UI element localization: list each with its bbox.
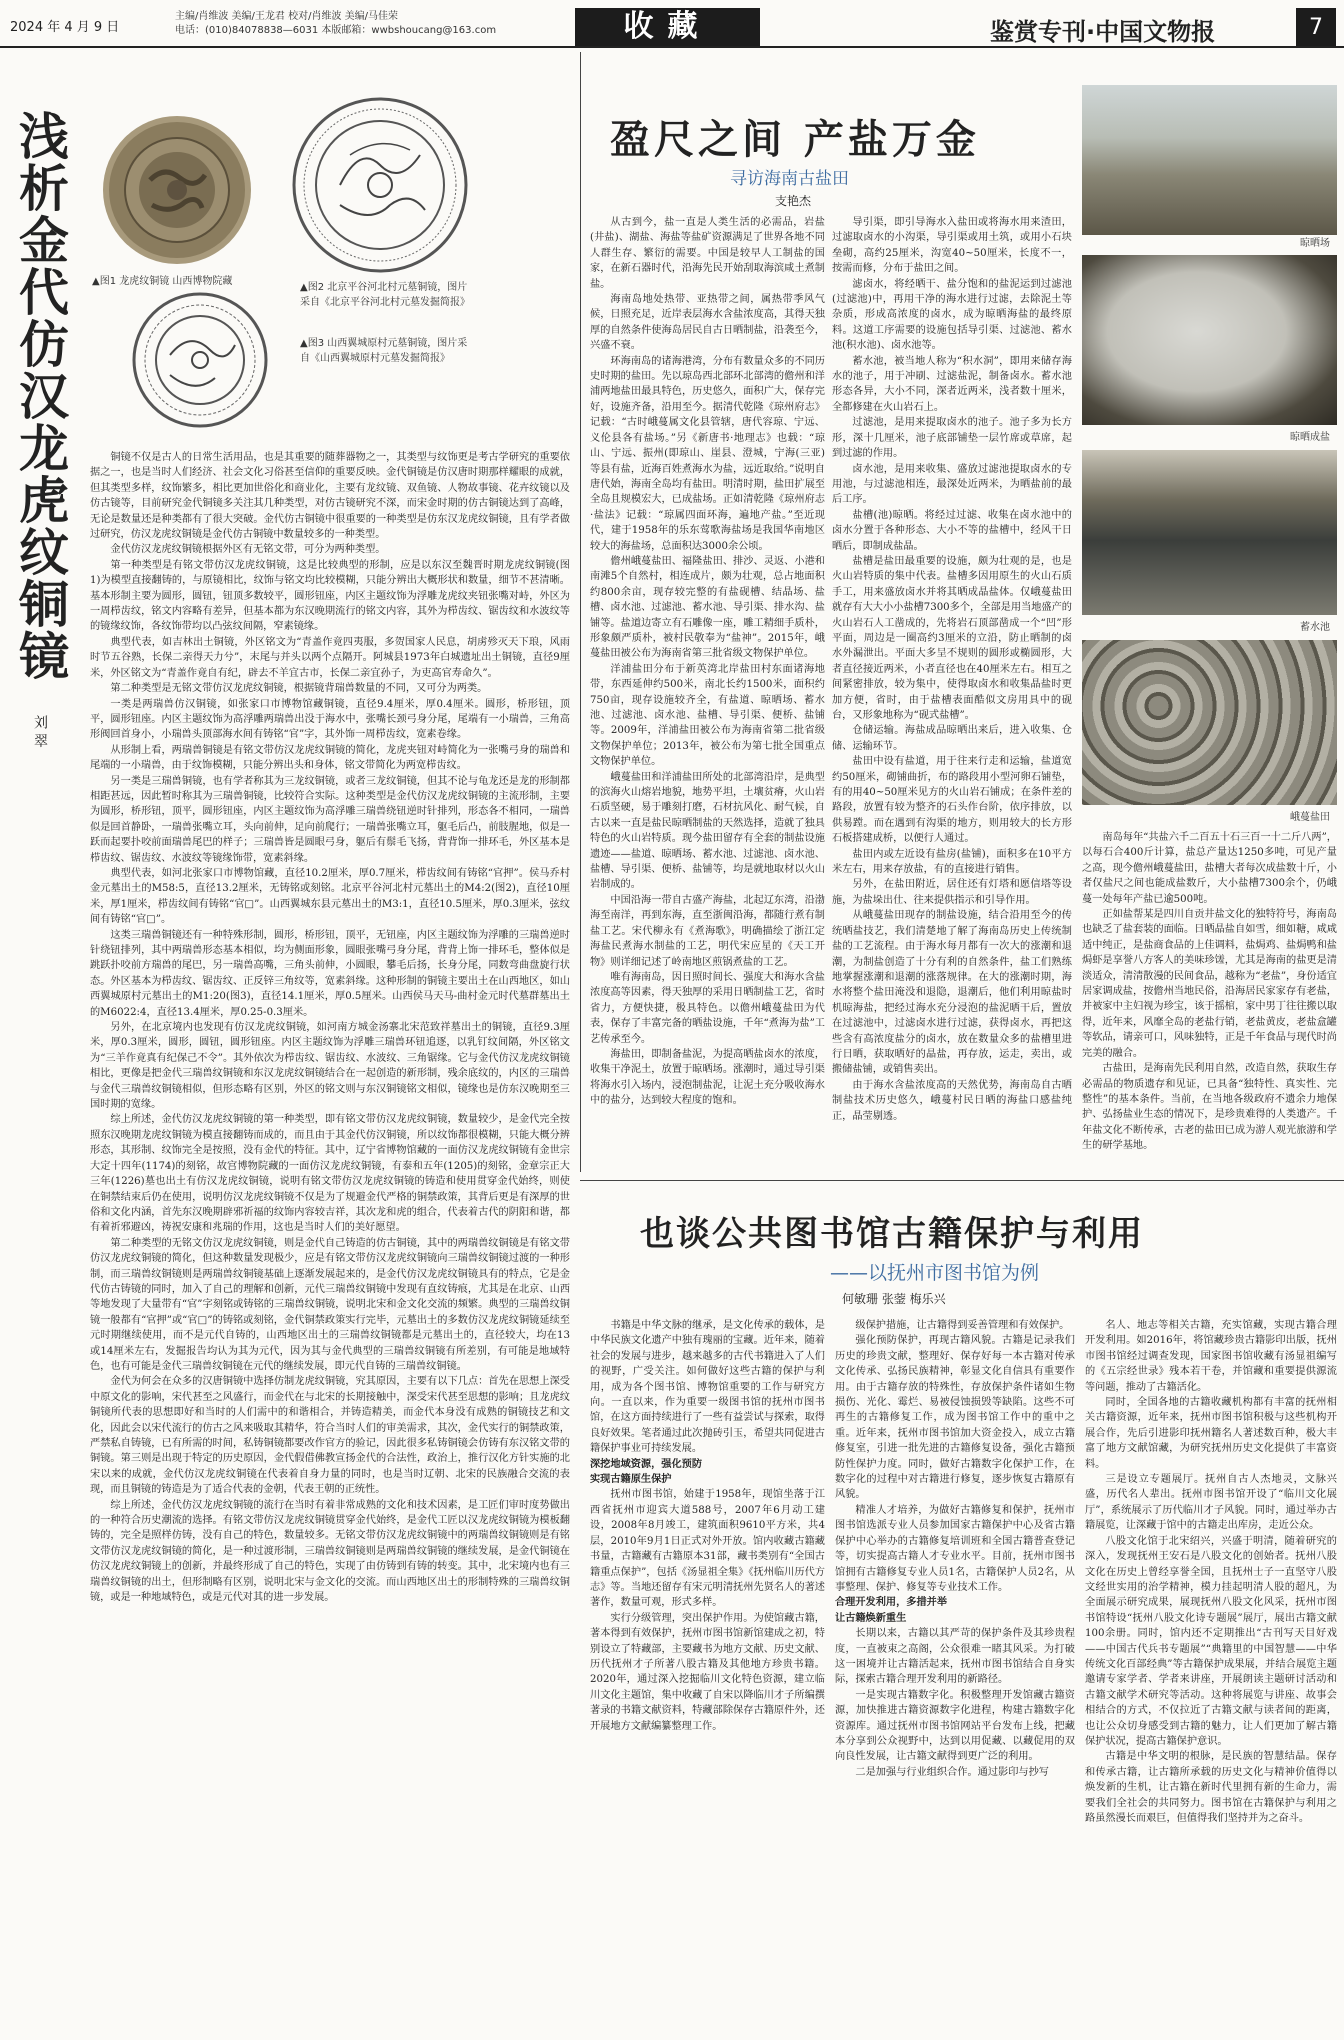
article3-author: 何敏珊 张蓥 梅乐兴 [842, 1292, 946, 1306]
issue-date: 2024 年 4 月 9 日 [10, 20, 120, 35]
article2-col1: 从古到今，盐一直是人类生活的必需品，岩盐(井盐)、湖盐、海盐等盐矿资源满足了世界各地不同人群生存、繁衍的需要。中国是较早人工制盐的国家，在新石器时代，沿海先民开始刮取海滨咸土煮制盐。 海南岛地处热带、亚热带之间，属热带季风气候，日照充足，近岸表层海水含盐浓度高，其得天独厚的自然条件使海岛居民自古日晒制盐，沿袭至今，兴盛不衰。 环海南岛的诸海港湾，分布有数量众多的不同历史时期的盐田。先以琼岛西北部环北部湾的儋州和洋浦两地盐田最具特色，历史悠久，面积广大，保存完好，设施齐备，沿用至今。据清代乾隆《琼州府志》记载：“古时峨蔓属文化县管辖，唐代容琼、宁远、义伦县各有盐场。”另《新唐书·地理志》也载：“琼山、宁远、振州(即琼山、崖县、澄城，宁海(三亚)等县有盐，近海百姓煮海水为盐，远近取给。”说明自唐代始，海南全岛均有盐田。明清时期，盐田扩展至全岛且规模宏大，已成盐场。正如清乾隆《琼州府志·盐法》记载：“琼属四面环海，遍地产盐。”至近现代，建于1958年的乐东莺歌海盐场是我国华南地区较大的海盐场，总面积达3000余公顷。 儋州峨蔓盐田、福隆盐田、排沙、灵返、小港和南滩5个自然村，相连成片，颇为壮观，总占地面积约800余亩，现存较完整的有盐砚槽、结晶场、盐槽、卤水池、过滤池、蓄水池、导引渠、排水沟、盐铺等。盐道边寄立有石雕像一座，雕工精细手质朴，形象颇严质朴，被村民敬奉为“盐神”。2015年，峨蔓盐田被公布为海南省第三批省级文物保护单位。 洋浦盐田分布于新英湾北岸盐田村东面诸海地带，东西延伸约500米，南北长约1500米，面积约750亩，现存设施较齐全，有盐道、晾晒场、蓄水池、过滤池、卤水池、盐槽、导引渠、便桥、盐铺等。2009年，洋浦盐田被公布为海南省第二批省级文物保护单位；2013年，被公布为第七批全国重点文物保护单位。 峨蔓盐田和洋浦盐田所处的北部湾沿岸，是典型的滨海火山熔岩地貌，地势平坦，土壤贫瘠，火山岩石质坚硬，易于雕刻打磨，石材抗风化、耐气候，自古以来一直是盐民晾晒制盐的天然选择，造就了独具特色的火山岩特质。现今盐田留存有全套的制盐设施遗迹——盐道、晾晒场、蓄水池、过滤池、卤水池、盐槽、导引渠、便桥、盐铺等，均是就地取材以火山岩制成的。 中国沿海一带自古盛产海盐，北起辽东湾，沿渤海至南洋，再到东海，直至浙闽沿海，都随行煮有制盐工艺。宋代柳永有《煮海歌》，明确描绘了浙江定海盐民煮海水制盐的工艺，明代宋应星的《天工开物》则详细记述了岭南地区煎锅煮盐的工艺。 唯有海南岛，因日照时间长、强度大和海水含盐浓度高等因素，得天独厚的采用日晒制盐工艺，省时省力，方便快捷，极具特色。以儋州峨蔓盐田为代表，保存了丰富完备的晒盐设施，千年“煮海为盐”工艺传承至今。 海盐田，即制备盐泥，为提高晒盐卤水的浓度，收集干净泥土，放置于晾晒场。涨潮时，通过导引渠将海水引入场内，浸泡制盐泥，让泥土充分吸收海水中的盐分，达到较大程度的饱和。 [590, 217, 825, 1107]
photo-label: 晾晒成盐 [1290, 432, 1330, 443]
salt-field-photo-icon [1082, 85, 1337, 235]
fig2-caption: ▲图2 北京平谷河北村元墓铜镜，图片采自《北京平谷河北村元墓发掘简报》 [300, 282, 470, 308]
mirror-rubbing-icon [290, 95, 470, 275]
section-title: 收藏 [575, 8, 760, 46]
header-rule [0, 46, 1344, 48]
article3-col2: 级保护措施，让古籍得到妥善管理和有效保护。 强化预防保护，再现古籍风貌。古籍是记录我们历史的珍贵文献，整理好、保存好每一本古籍对传承文化传承、弘扬民族精神，彰显文化自信具有重要作用。由于古籍存放的特殊性，存放保护条件诸如生物损伤、光化、霉烂、易被侵蚀损毁等缺陷。这些不可再生的古籍修复工作，成为图书馆工作中的重中之重。近年来，抚州市图书馆加大资金投入，成立古籍修复室，引进一批先进的古籍修复设备，强化古籍预防性保护力度。同时，做好古籍数字化保护工作，在数字化的过程中对古籍进行修复，逐步恢复古籍原有风貌。 精准人才培养，为做好古籍修复和保护，抚州市图书馆选派专业人员参加国家古籍保护中心及省古籍保护中心举办的古籍修复培训班和全国古籍普查登记等，切实提高古籍人才专业水平。目前，抚州市图书馆拥有古籍修复专业人员1名，古籍保护人员2名，从事整理、保护、修复等专业技术工作。 合理开发利用，多措并举 让古籍焕新重生 长期以来，古籍以其严苛的保护条件及其珍贵程度，一直被束之高阁，公众很难一睹其风采。为打破这一困境并让古籍活起来，抚州市图书馆结合自身实际，探索古籍合理开发利用的新路径。 一是实现古籍数字化。积极整理开发馆藏古籍资源，加快推进古籍资源数字化进程，构建古籍数字化资源库。通过抚州市图书馆网站平台发布上线，把藏本分享到公众视野中，达到以用促藏、以藏促用的双向良性发展，让古籍文献得到更广泛的利用。 二是加强与行业组织合作。通过影印与抄写 [835, 1320, 1075, 1778]
divider [580, 52, 581, 1172]
divider [580, 1180, 1344, 1181]
article3-col1: 书籍是中华文脉的继承，是文化传承的载体，是中华民族文化遗产中独有瑰丽的宝藏。近年来，随着社会的发展与进步，越来越多的古代书籍进入了人们的视野，广受关注。如何做好这些古籍的保护与利用，成为各个图书馆、博物馆重要的工作与研究方向。一直以来，作为重要一级图书馆的抚州市图书馆，在这方面持续进行了一些有益尝试与探索，取得良好效果。笔者通过此次抛砖引玉，希望共同促进古籍保护事业可持续发展。 深挖地域资源，强化预防 实现古籍原生保护 抚州市图书馆，始建于1958年，现馆坐落于江西省抚州市迎宾大道588号，2007年6月动工建设，2008年8月竣工，建筑面积9610平方米，共4层，2010年9月1日正式对外开放。馆内收藏古籍藏书量，古籍藏有古籍原本31部，藏书类别有“全国古籍重点保护”，包括《汤显祖全集》《抚州临川历代方志》等。当地还留存有宋元明清抚州先贤名人的著述著作，数量可观，形式多样。 实行分级管理，突出保护作用。为使馆藏古籍，著本得到有效保护，抚州市图书馆新馆建成之初，特别设立了特藏部，主要藏书为地方文献、历史文献、历代抚州才子所著八股古籍及其他地方珍贵书籍。2020年，通过深入挖掘临川文化特色资源，建立临川文化主题馆，集中收藏了自宋以降临川才子所编撰著录的书籍文献资料，特藏部除保存古籍原件外，还开展地方文献编纂整理工作。 [590, 1320, 825, 1732]
editor-credits: 主编/肖维波 美编/王龙君 校对/肖维波 美编/马佳荣 电话：(010)84078838—6031 本版邮箱：wwbshoucang@163.com [175, 11, 497, 36]
article2-author: 支艳杰 [775, 194, 812, 208]
mirror-illustration-icon [90, 110, 265, 270]
article2-col3: 南岛每年“共盐六千二百五十石三百一十二斤八两”，以每石合400斤计算，盐总产量达1250多吨，可见产量之高，现今儋州峨蔓盐田，盐槽大者每次成盐数十斤，小者仅盐尺之间也能成盐数斤，大小盐槽7300余个，仍峨蔓一处每年产盐已逾500吨。 正如盐帮某是四川自贡井盐文化的独特符号，海南岛也缺乏了盐套装的面临。日晒晶盐自如雪，细如糖，咸咸适中纯正，是盐商食品的上佳调料，盐焗鸡、盐焗鸭和盐焗虾是享誉八方客人的美味珍馐，尤其是海南的盐更是清淡适众，清清散漫的民间食品，越称为“老盐”，身份适宜居家调成盐，按儋州当地民俗，沿海居民家家存有老盐，并被家中主妇视为珍宝，该于摇棺，家中男丁往往搬以取得，近年来，风靡全岛的老盐行销，老盐黄皮，老盐盒罐等软品，请亲可口，风味独特，正是千年食品与现代时尚完美的融合。 古盐田，是海南先民利用自然，改造自然，获取生存必需品的物质遗存和见证，已具备“独特性、真实性、完整性”的基本条件。当前，在当地各级政府不遗余力地保护、弘扬盐业生态的情况下，是珍贵难得的人类遗产。千年盐文化不断传承，古老的盐田已成为游人观光旅游和学生的研学基地。 [1082, 832, 1337, 1152]
newspaper-name: 鉴赏专刊·中国文物报 [990, 18, 1216, 46]
article1-author: 刘 翠 [32, 715, 48, 748]
fig1-caption: ▲图1 龙虎纹铜镜 山西博物院藏 [92, 276, 233, 287]
page-number: 7 [1296, 8, 1336, 48]
article1-title: 浅析金代仿汉龙虎纹铜镜 [11, 110, 70, 682]
article3-title: 也谈公共图书馆古籍保护与利用 [640, 1214, 1144, 1254]
mirror-rubbing-icon [130, 290, 270, 430]
article2-title: 盈尺之间 产盐万金 [610, 116, 980, 163]
salt-field-photo-icon [1082, 450, 1337, 615]
photo-label: 峨蔓盐田 [1290, 812, 1330, 823]
salt-field-photo-icon [1082, 255, 1337, 425]
photo-label: 晾晒场 [1300, 238, 1330, 249]
article3-col3: 名人、地志等相关古籍，充实馆藏，实现古籍合理开发利用。如2016年，将馆藏珍贵古籍影印出版，抚州市图书馆经过调查发现，国家图书馆收藏有汤显祖编写的《五宗经世录》残本若干卷，并馆藏和重要提供源流等问题，推动了古籍活化。 同时，全国各地的古籍收藏机构都有丰富的抚州相关古籍资源，近年来，抚州市图书馆积极与这些机构开展合作，先后引进影印抚州籍名人著述数百种，极大丰富了地方文献馆藏，为研究抚州历史文化提供了丰富资料。 三是设立专题展厅。抚州自古人杰地灵，文脉兴盛，历代名人辈出。抚州市图书馆开设了“临川文化展厅”，系统展示了历代临川才子风貌。同时，通过举办古籍展览，让深藏于馆中的古籍走出库房，走近公众。 八股文化馆于北宋绍兴，兴盛于明清，随着研究的深入，发现抚州王安石是八股文化的创始者。抚州八股文化在历史上曾经享誉全国，且抚州士子一直坚守八股文经世实用的治学精神，模力挂起明清人股的超凡，为全面展示研究成果，展现抚州八股文化风采，抚州市图书馆特设“抚州八股文化诗专题展”展厅，展出古籍文献100余册。同时，馆内还不定期推出“古刊写天目好戏——中国古代兵书专题展”“典籍里的中国智慧——中华传统文化百部经典”等古籍保护成果展，并结合展览主题邀请专家学者、学者来讲座，开展朗读主题研讨活动和古籍文献学术研究等活动。这种将展览与讲座、故事会相结合的方式，不仅拉近了古籍文献与读者间的距离，也让公众切身感受到古籍的魅力，让人们更加了解古籍保护状况，提高古籍保护意识。 古籍是中华文明的根脉，是民族的智慧结晶。保存和传承古籍，让古籍所承载的历史文化与精神价值得以焕发新的生机，让古籍在新时代里拥有新的生命力，需要我们全社会的共同努力。图书馆在古籍保护与利用之路虽然漫长而艰巨，但值得我们坚持并为之奋斗。 [1085, 1320, 1337, 1824]
article2-subtitle: 寻访海南古盐田 [730, 169, 849, 189]
article2-col2: 导引渠，即引导海水入盐田或将海水用来渣田，过滤取卤水的小沟渠，导引渠或用土筑，或用小石块垒砌，高约25厘米，沟宽40~50厘米，长度不一，按需而修，分布于盐田之间。 滤卤水，将经晒干、盐分饱和的盐泥运到过滤池(过滤池)中，再用干净的海水进行过滤，去除泥土等杂质，形成高浓度的卤水，成为晾晒海盐的最终原料。这道工序需要的设施包括导引渠、过滤池、蓄水池(积水池)、卤水池等。 蓄水池，被当地人称为“积水洞”，即用来储存海水的池子，用于冲刷、过滤盐泥，制备卤水。蓄水池形态各异，大小不同，深者近两米，浅者数十厘米，全都修建在火山岩石上。 过滤池，是用来提取卤水的池子。池子多为长方形，深十几厘米，池子底部铺垫一层竹席或草席，起到过滤的作用。 卤水池，是用来收集、盛放过滤池提取卤水的专用池，与过滤池相连，最深处近两米，为晒盐前的最后工序。 盐槽(池)晾晒。将经过过滤、收集在卤水池中的卤水分置于各种形态、大小不等的盐槽中，经风干日晒后，即制成盐晶。 盐槽是盐田最重要的设施，颇为壮观的是，也是火山岩特质的集中代表。盐槽多因用原生的火山石质手工，用来盛放卤水并将其晒成晶盐体。仅峨蔓盐田就存有大大小小盐槽7300多个，全部是用当地盛产的火山岩石人工凿成的，先将岩石顶部凿成一个“凹”形平面，周边是一圈高约3厘米的立沿，防止晒制的卤水外漏泄出。平面大多呈不规则的圆形或椭圆形，大者直径接近两米，小者直径也在40厘米左右。相互之间紧密排放，较为集中，使得取卤水和收集晶盐时更加方便，省时，由于盐槽表面酷似文房用具中的砚台，又形象地称为“砚式盐槽”。 仓储运输。海盐成品晾晒出来后，进入收集、仓储、运输环节。 盐田中设有盐道，用于往来行走和运输，盐道宽约50厘米，砌铺曲折，布的路段用小型河卵石铺垫，有的用40~50厘米见方的火山岩石铺成；在条件差的路段，放置有较为整齐的石头作台阶，依序排放，以供易蹚。而在遇到有沟渠的地方，则用较大的长方形石板搭建成桥，以便行人通过。 盐田内或左近设有盐房(盐铺)，面积多在10平方米左右，用来存放盐，有的直接进行销售。 另外，在盐田附近，居住还有灯塔和愿信塔等设施，为盐垛出仕、往来提供指示和引导作用。 从峨蔓盐田现存的制盐设施，结合沿用至今的传统晒盐技艺，我们清楚地了解了海南岛历史上传统制盐的工艺流程。由于海水每月都有一次大的涨潮和退潮，为制盐创造了十分有利的自然条件，盐工们熟练地掌握涨潮和退潮的涨落规律。在大的涨潮时期，海水将整个盐田淹没和退隐，退潮后，他们利用晾盐时机晾海盐，把经过海水充分浸泡的盐泥晒干后，置放在过滤池中，过滤卤水进行过滤，获得卤水，再把这些含有高浓度盐分的卤水，放在数量众多的盐槽里进行日晒，获取晒好的晶盐，再存放，运走，卖出，或搬储盐铺，或销售卖出。 由于海水含盐浓度高的天然优势，海南岛自古晒制盐技术历史悠久，峨蔓村民日晒的海盐口感盐纯正，晶莹剔透。 [832, 217, 1072, 1122]
fig3-caption: ▲图3 山西翼城原村元墓铜镜，图片采自《山西翼城原村元墓发掘简报》 [300, 338, 468, 364]
article3-subtitle: ——以抚州市图书馆为例 [830, 1262, 1040, 1284]
salt-field-photo-icon [1082, 640, 1337, 805]
article1-body: 铜镜不仅是古人的日常生活用品，也是其重要的随葬器物之一，其类型与纹饰更是考古学研究的重要依据之一，也是当时人们经济、社会文化习俗甚至信仰的重要反映。金代铜镜是仿汉唐时期那样耀眼的成就，但其类型多样，纹饰繁多，相比更加世俗化和商业化，主要有龙纹镜、双鱼镜、人物故事镜、花卉纹镜以及仿古镜等，目前研究金代铜镜多关注其几种类型，对仿古镜研究不深，而宋金时期的仿古铜镜达到了高峰，无论是数量还是种类都有了很大突破。金代仿古铜镜中很重要的一种类型是仿东汉龙虎纹铜镜，且有学者做过研究，仿汉龙虎纹铜镜是金代仿古铜镜中数量较多的一种类型。 金代仿汉龙虎纹铜镜根据外区有无铭文带，可分为两种类型。 第一种类型是有铭文带仿汉龙虎纹铜镜，这是比较典型的形制，应是以东汉至魏晋时期龙虎纹铜镜(图1)为模型直接翻铸的，与原镜相比，纹饰与铭文均比较模糊，只能分辨出大概形状和数量，细节不甚清晰。基本形制主要为圆形，圆钮，钮顶多数较平，圆形钮座，内区主题纹饰为浮雕龙虎纹夹钮张嘴对峙，外区为一周栉齿纹，铭文内容略有差异，但基本都为东汉晚期流行的铭文内容，其外为栉齿纹、锯齿纹和水波纹等的镜缘纹饰，各纹饰带均以凸弦纹间隔，窄素镜缘。 典型代表，如吉林出土铜镜，外区铭文为“青盖作竟四夷服，多贺国家人民息，胡虏殄灭天下琅，风雨时节五谷熟，长保二亲得天力兮”，末尾与并头以两个点隔开。阿城县1973年白城遗址出土铜镜，直径9厘米，外区铭文为“青盖作竟自有纪，辟去不羊宜古市，长保二亲宜孙子，为吏高官寿命久”。 第二种类型是无铭文带仿汉龙虎纹铜镜，根据镜背瑞兽数量的不同，又可分为两类。 一类是两瑞兽仿汉铜镜，如张家口市博物馆藏铜镜，直径9.4厘米，厚0.4厘米。圆形，桥形钮，顶平，圆形钮座。内区主题纹饰为高浮雕两瑞兽出没于海水中，张嘴长颈弓身分尾，尾端有一小瑞兽，三角高形阀回首身小，小瑞兽头顶部海水间有铸铭“官”字，其外饰一周栉齿纹，宽素卷缘。 从形制上看，两瑞兽铜镜是有铭文带仿汉龙虎纹铜镜的简化，龙虎夹钮对峙简化为一张嘴弓身的瑞兽和尾端的一小瑞兽，由于纹饰模糊，只能分辨出头和身体，铭文带简化为两宽栉齿纹。 另一类是三瑞兽铜镜，也有学者称其为三龙纹铜镜，或者三龙纹铜镜，但其不论与龟龙还是龙的形制都相距甚远，因此暂时称其为三瑞兽铜镜，比较符合实际。这种类型是金代仿汉龙虎纹铜镜的主流形制，主要为圆形，桥形钮，顶平，圆形钮座，内区主题纹饰为高浮雕三瑞兽绕钮逆时针排列，形态各不相同，一瑞兽似是回首静卧，一瑞兽张嘴立耳，头向前伸，足向前爬行；一瑞兽张嘴立耳，躯毛后凸，前肢腥地，似是一跃而起要扑咬前面瑞兽尾巴的样子；三瑞兽皆是圆眼弓身，躯后有鬃毛飞扬，背背饰一排环毛，外区基本是栉齿纹、锯齿纹、水波纹等镜缘饰带，宽素斜缘。 典型代表，如河北张家口市博物馆藏，直径10.2厘米，厚0.7厘米，栉齿纹间有铸铭“官押”。侯马乔村金元墓出土的M58:5，直径13.2厘米，无铸铭或刻铭。北京平谷河北村元墓出土的M4:2(图2)，直径10厘米，厚1厘米，栉齿纹间有铸铭“官□”。山西翼城东县元墓出土的M3:1，直径10.5厘米，厚0.3厘米，弦纹间有铸铭“官□”。 这类三瑞兽铜镜还有一种特殊形制，圆形，桥形钮，顶平，无钮座，内区主题纹饰为浮雕的三瑞兽逆时针绕钮排列，其中两瑞兽形态基本相似，均为侧面形象，圆眼张嘴弓身分尾，背背上饰一排环毛，整体似是跳跃扑咬前方瑞兽的尾巴，另一瑞兽高嘴，三角头前伸，小圆眼，攀毛后扬，长身分尾，同数弯曲盘旋行状态。外区基本为栉齿纹、锯齿纹、正反锌三角纹等，宽素斜缘。这种形制的铜镜主要出土在山西地区，如山西翼城原村元墓出土的M1:20(图3)，直径14.1厘米，厚0.5厘米。山西侯马天马-曲村金元时代墓群墓出土的M6022:4，直径13.4厘米，厚0.25-0.3厘米。 另外，在北京境内也发现有仿汉龙虎纹铜镜，如河南方城金汤寨北宋范致祥墓出土的铜镜，直径9.3厘米，厚0.3厘米，圆形，圆钮，圆形钮座。内区主题纹饰为浮雕三瑞兽环钮追逐，以乳钉纹间隔，外区铭文为“三羊作竟真有纪保己不令”。其外依次为栉齿纹、锯齿纹、水波纹、三角锯缘。它与金代仿汉龙虎纹铜镜相比，更像是把金代三瑞兽纹铜镜和东汉龙虎纹铜镜结合在一起创造的新形制，残余底纹的，内区的三瑞兽与金代三瑞兽纹铜镜相似，但形态略有区别，外区的铭文则与东汉铜镜铭文相似，镜缘也是仿东汉晚期至三国时期的宽缘。 综上所述，金代仿汉龙虎纹铜镜的第一种类型，即有铭文带仿汉龙虎纹铜镜，数量较少，是金代完全按照东汉晚期龙虎纹铜镜为模直接翻铸而成的，而且由于其金代仿汉铜镜，所以纹饰都很模糊，只能大概分辨形态，其形制、纹饰完全是按照，没有金代的特征。其中，辽宁省博物馆藏的一面仿汉龙虎纹铜镜有金世宗大定十四年(1174)的刻铭，故宫博物院藏的一面仿汉龙虎纹铜镜，有泰和五年(1205)的刻铭，金章宗正大三年(1226)墓也出土有仿汉龙虎纹铜镜，说明有铭文带仿汉龙虎纹铜镜的铸造和使用贯穿金代始终，则使在铜禁结束后仍在使用，说明仿汉龙虎纹铜镜不仅是为了规避金代严格的铜禁政策，其背后更是有深厚的世俗和文化内涵，首先东汉晚期辟邪祈福的纹饰内容较吉祥，其次龙和虎的组合，代表着古代的阴阳和谐，都有着祈邪避凶，祷祝安康和兆瑞的作用，这也是当时人们的美好愿望。 第二种类型的无铭文仿汉龙虎纹铜镜，则是金代自己铸造的仿古铜镜，其中的两瑞兽纹铜镜是有铭文带仿汉龙虎纹铜镜的简化，但这种数量发现极少，应是有铭文带仿汉龙虎纹铜镜向三瑞兽纹铜镜过渡的一种形制，而三瑞兽纹铜镜则是两瑞兽纹铜镜基础上逐渐发展起来的，是金代仿汉龙虎纹铜镜具有的特点，它是金代仿古铸镜的同时，加入了自己的理解和创新，元代三瑞兽纹铜镜中发现有直纹铸痕，尤其是在北京、山西等地发现了大量带有“官”字刻铭或铸铭的三瑞兽纹铜镜，说明北宋和金文化交流的频繁。典型的三瑞兽纹铜镜一般都有“官押”或“官□”的铸铭或刻铭，金代铜禁政策实行完毕，元墓出土的多数仿汉龙虎纹铜镜延续至元时期继续使用，而不是元代自铸的，山西地区出土的三瑞兽纹铜镜都是元墓出土的，直径较大，均在13或14厘米左右，发掘报告均认为其为元代，因为其与金代典型的三瑞兽纹铜镜有所差别，有可能是地域特色，也有可能是金代三瑞兽纹铜镜在元代的继续发展，即元代自铸的三瑞兽纹铜镜。 金代为何会在众多的汉唐铜镜中选择仿制龙虎纹铜镜，究其原因，主要有以下几点：首先在思想上深受中原文化的影响，宋代甚至之风盛行，而金代在与北宋的长期接触中，深受宋代甚至思想的影响；且龙虎纹铜镜所代表的思想即好和当时的人们需中的和谐相合，并铸造精美，而金代本身没有成熟的铜镜技艺和文化，因此会以宋代流行的仿古之风来吸取其精华，符合当时人们的审美需求，其次，金代实行的铜禁政策，严禁私自铸镜，已有所需的时间，私铸铜镜都要改作官方的验记，因此很多私铸铜镜会仿铸有东汉铭文带的铜镜。第三则是出现于特定的历史原因，金代假借佛教宣扬金代的合法性，政治上，推行汉化方针实施的北宋以来的成就，金代仿汉龙虎纹铜镜在代表着自身力量的同时，也是当时辽朝、北宋的民族融合交流的表现，而且铜镜的铸造是为了适合代表的金朝，代表王朝的正统性。 综上所述，金代仿汉龙虎纹铜镜的流行在当时有着非常成熟的文化和技术因素，是工匠们审时度势做出的一种符合历史潮流的选择。有铭文带仿汉龙虎纹铜镜贯穿金代始终，是金代工匠以汉龙虎纹铜镜为模板翻铸的，完全是照样仿铸，没有自己的特色，数量较多。无铭文带仿汉龙虎纹铜镜中的两瑞兽纹铜镜则是有铭文带仿汉龙虎纹铜镜的简化，是一种过渡形制，三瑞兽纹铜镜则是两瑞兽纹铜镜的继续发展，是金代铜镜在仿汉龙虎纹铜镜上的创新，并最终形成了自己的特色，实现了由仿铸到有铸的转变。其中，北宋境内也有三瑞兽纹铜镜的出土，但形制略有区别，说明北宋与金文化的交流。而山西地区出土的形制特殊的三瑞兽纹铜镜，或是一种地域特色，或是元代对其的进一步发展。 [90, 452, 570, 1604]
photo-label: 蓄水池 [1300, 622, 1330, 633]
